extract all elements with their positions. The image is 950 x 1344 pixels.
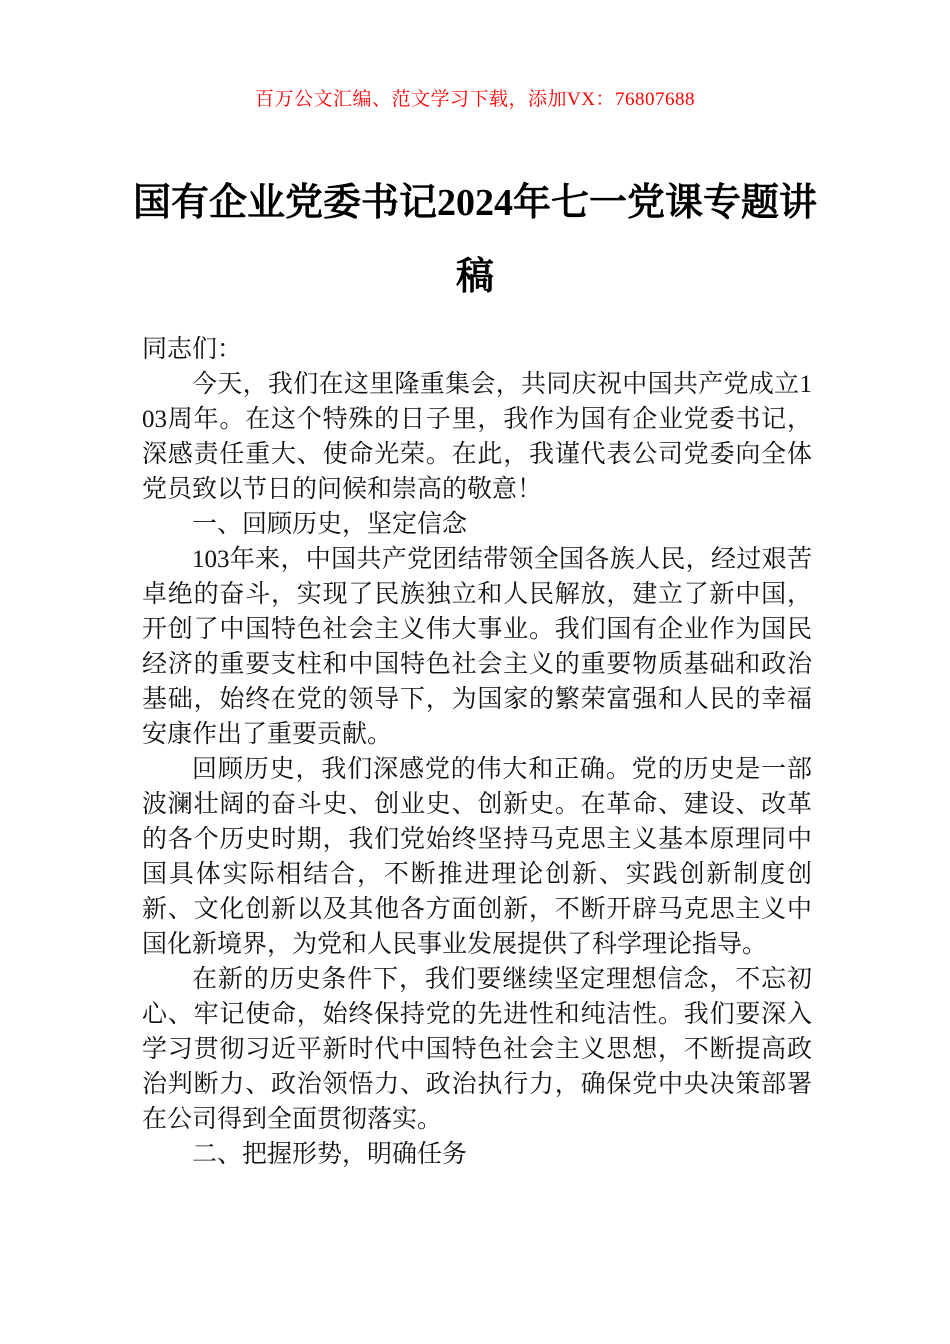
- document-title: [120, 166, 830, 314]
- salutation: 同志们：: [142, 336, 243, 363]
- section-heading-2: 二、把握形势，明确任务: [192, 1141, 468, 1168]
- document-title-line1: 国有企业党委书记2024年七一党课专题讲: [132, 182, 817, 224]
- paragraph-history-3: 在新的历史条件下，我们要继续坚定理想信念，不忘初心、牢记使命，始终保持党的先进性和纯洁性。我们要深入学习贯彻习近平新时代中国特色社会主义思想，不断提高政治判断力、政治领悟力、政治执行力，确保党中央决策部署在公司得到全面贯彻落实。: [142, 966, 812, 1133]
- promo-header-text: 百万公文汇编、范文学习下载，添加VX：76807688: [255, 89, 695, 110]
- document-title-line2: 稿: [455, 256, 494, 298]
- paragraph-history-1: 103年来，中国共产党团结带领全国各族人民，经过艰苦卓绝的奋斗，实现了民族独立和人民解放，建立了新中国，开创了中国特色社会主义伟大事业。我们国有企业作为国民经济的重要支柱和中国特色社会主义的重要物质基础和政治基础，始终在党的领导下，为国家的繁荣富强和人民的幸福安康作出了重要贡献。: [142, 546, 812, 748]
- paragraph-history-2: 回顾历史，我们深感党的伟大和正确。党的历史是一部波澜壮阔的奋斗史、创业史、创新史。在革命、建设、改革的各个历史时期，我们党始终坚持马克思主义基本原理同中国具体实际相结合，不断推进理论创新、实践创新制度创新、文化创新以及其他各方面创新，不断开辟马克思主义中国化新境界，为党和人民事业发展提供了科学理论指导。: [142, 756, 812, 958]
- section-heading-1: 一、回顾历史，坚定信念: [192, 511, 468, 538]
- paragraph-intro: 今天，我们在这里隆重集会，共同庆祝中国共产党成立103周年。在这个特殊的日子里，我作为国有企业党委书记，深感责任重大、使命光荣。在此，我谨代表公司党委向全体党员致以节日的问候和崇高的敬意！: [142, 371, 812, 503]
- document-body: [142, 332, 812, 1172]
